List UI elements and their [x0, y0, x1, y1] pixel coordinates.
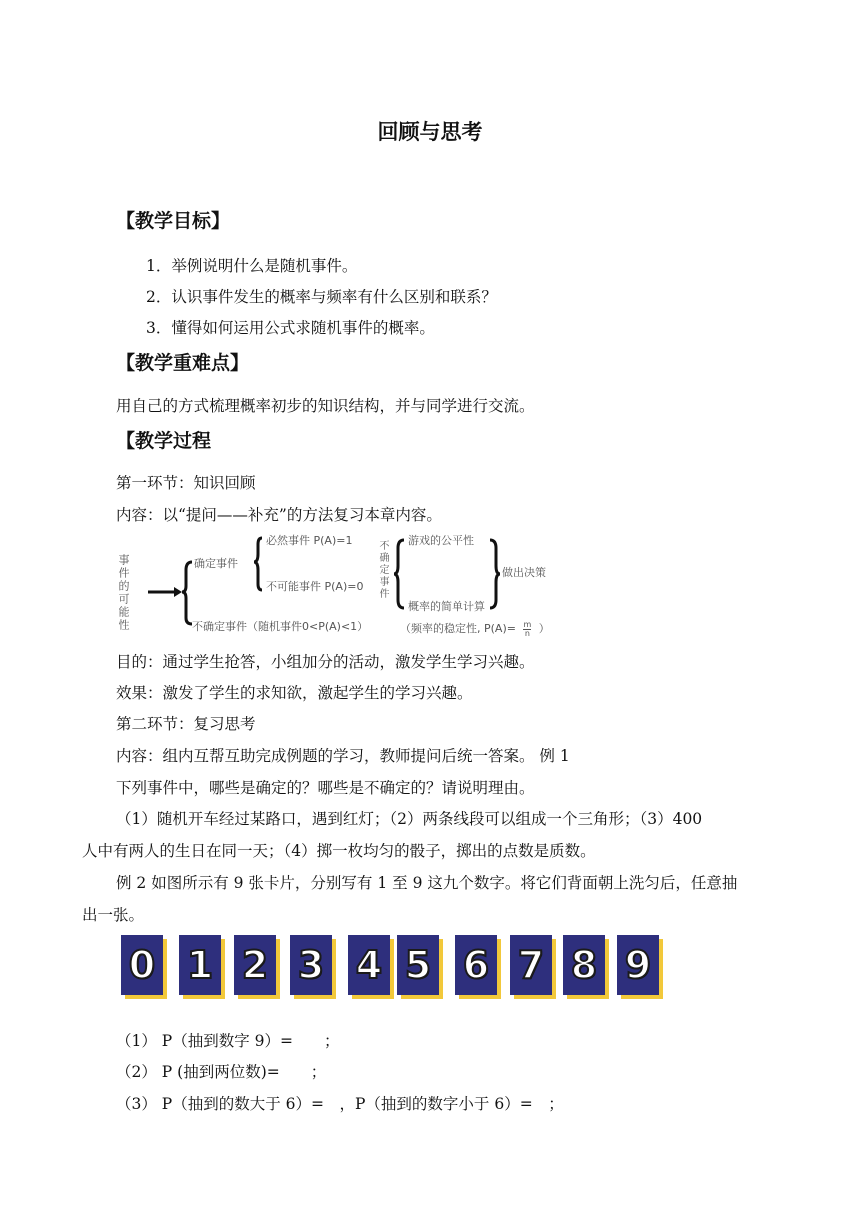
goal-item: 2．认识事件发生的概率与频率有什么区别和联系？	[146, 288, 497, 306]
number-card: 9	[617, 935, 659, 995]
number-card: 0	[121, 935, 163, 995]
question-1: （1） P（抽到数字 9）= ；	[116, 1032, 340, 1050]
step1-content: 内容：以“提问——补充”的方法复习本章内容。	[116, 506, 442, 524]
example1-question: 下列事件中，哪些是确定的？哪些是不确定的？请说明理由。	[116, 779, 535, 797]
example2-line1: 例 2 如图所示有 9 张卡片，分别写有 1 至 9 这九个数字。将它们背面朝上洗匀后，任意抽	[116, 874, 738, 892]
section-heading-key-points: 【教学重难点】	[116, 352, 250, 374]
example1-line2: 人中有两人的生日在同一天；（4）掷一枚均匀的骰子，掷出的点数是质数。	[82, 842, 596, 860]
purpose-text: 目的：通过学生抢答，小组加分的活动，激发学生学习兴趣。	[116, 653, 535, 671]
diagram-uncertain-vertical: 不确定事件	[377, 540, 388, 600]
number-card: 7	[510, 935, 552, 995]
diagram-sure: 必然事件 P(A)=1	[266, 534, 353, 547]
diagram-impossible: 不可能事件 P(A)=0	[266, 580, 364, 593]
goal-item: 3．懂得如何运用公式求随机事件的概率。	[146, 319, 435, 337]
question-2: （2） P (抽到两位数)= ；	[116, 1063, 327, 1081]
stability-text: （频率的稳定性, P(A)=	[400, 622, 516, 635]
diagram-stability	[400, 620, 550, 638]
number-cards	[118, 935, 668, 999]
diagram-decision: 做出决策	[502, 566, 546, 579]
fraction-denominator: n	[524, 628, 530, 638]
diagram-certain: 确定事件	[194, 557, 238, 570]
close-paren: ）	[538, 622, 550, 635]
goal-item: 1．举例说明什么是随机事件。	[146, 257, 358, 275]
key-points-text: 用自己的方式梳理概率初步的知识结构，并与同学进行交流。	[116, 397, 535, 415]
step2-content: 内容：组内互帮互助完成例题的学习，教师提问后统一答案。 例 1	[116, 747, 570, 765]
question-3: （3） P（抽到的数大于 6）= ，P（抽到的数字小于 6）= ；	[116, 1095, 564, 1113]
diagram-uncertain: 不确定事件（随机事件0<P(A)<1）	[192, 620, 369, 633]
number-card: 1	[179, 935, 221, 995]
fraction-numerator: m	[523, 619, 532, 629]
diagram-root: 事件的可能性	[117, 554, 130, 632]
step1-label: 第一环节：知识回顾	[116, 474, 256, 492]
diagram-fairness: 游戏的公平性	[408, 534, 474, 547]
example2-line2: 出一张。	[82, 906, 145, 924]
page-title: 回顾与思考	[377, 120, 483, 144]
step2-label: 第二环节：复习思考	[116, 715, 256, 733]
probability-fraction	[523, 621, 531, 638]
effect-text: 效果：激发了学生的求知欲，激起学生的学习兴趣。	[116, 684, 473, 702]
section-heading-process: 【教学过程	[116, 430, 212, 452]
number-card: 5	[397, 935, 439, 995]
section-heading-goals: 【教学目标】	[116, 210, 231, 232]
number-card: 3	[290, 935, 332, 995]
example1-line1: （1）随机开车经过某路口，遇到红灯；（2）两条线段可以组成一个三角形；（3）400	[116, 810, 703, 828]
knowledge-diagram	[112, 530, 562, 640]
number-card: 2	[234, 935, 276, 995]
number-card: 8	[563, 935, 605, 995]
number-card: 4	[348, 935, 390, 995]
diagram-calc: 概率的简单计算	[408, 600, 485, 613]
number-card: 6	[455, 935, 497, 995]
